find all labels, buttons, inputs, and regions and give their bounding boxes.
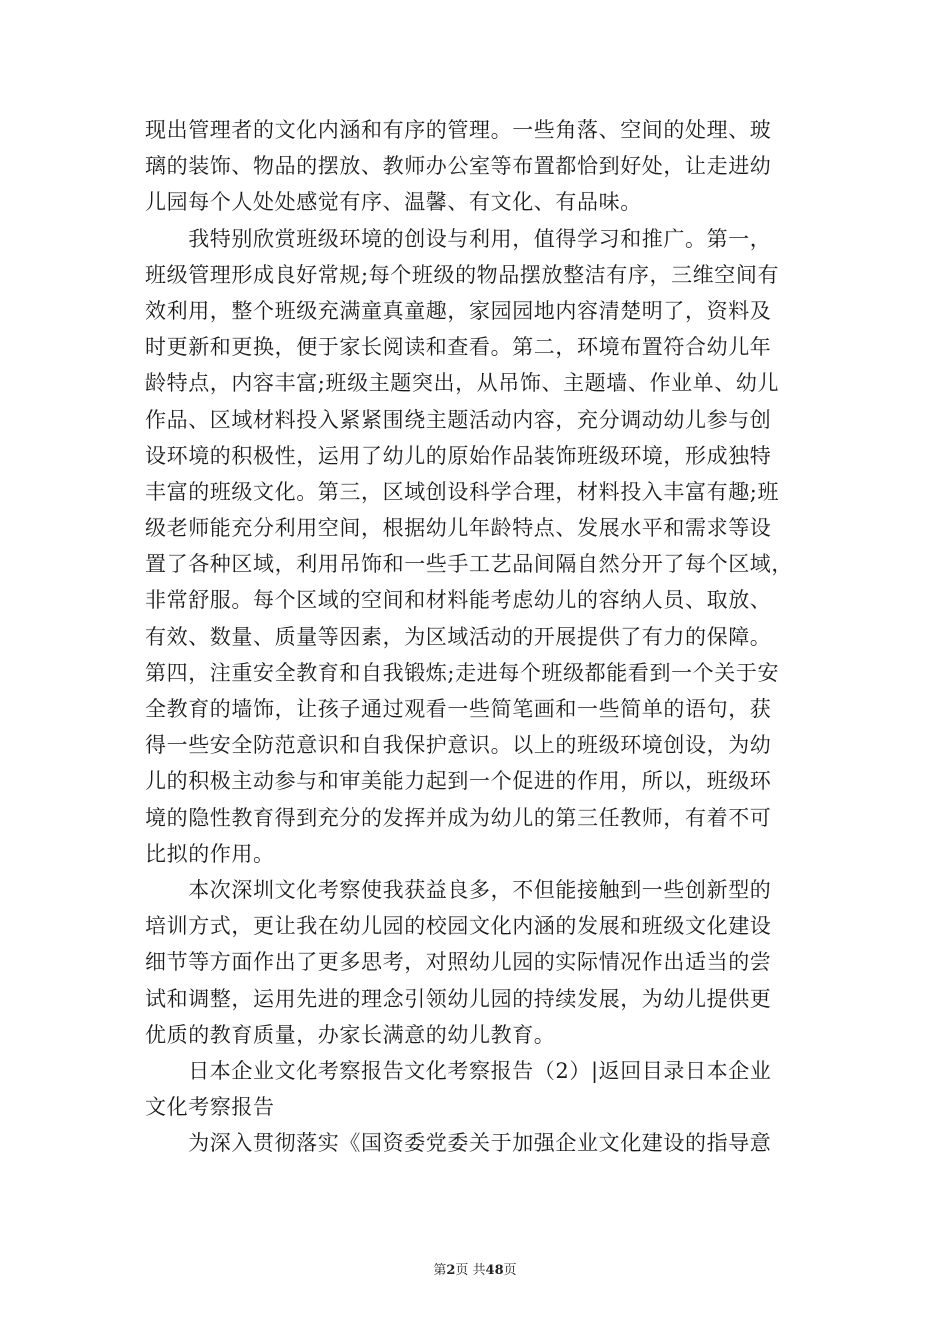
text-line: 试和调整，运用先进的理念引领幼儿园的持续发展，为幼儿提供更 <box>145 986 772 1011</box>
total-pages-number: 48 <box>485 1263 504 1278</box>
text-line: 日本企业文化考察报告文化考察报告（2）|返回目录日本企业 <box>145 1058 772 1083</box>
document-body <box>145 112 810 1161</box>
text-line: 有效、数量、质量等因素，为区域活动的开展提供了有力的保障。 <box>145 624 772 649</box>
text-line: 细节等方面作出了更多思考，对照幼儿园的实际情况作出适当的尝 <box>145 950 772 975</box>
text-line: 得一些安全防范意识和自我保护意识。以上的班级环境创设，为幼 <box>145 733 772 758</box>
text-line: 时更新和更换，便于家长阅读和查看。第二，环境布置符合幼儿年 <box>145 335 772 360</box>
text-line: 班级管理形成良好常规;每个班级的物品摆放整洁有序，三维空间有 <box>145 262 780 287</box>
text-line: 全教育的墙饰，让孩子通过观看一些简笔画和一些简单的语句，获 <box>145 697 772 721</box>
text-line: 璃的装饰、物品的摆放、教师办公室等布置都恰到好处，让走进幼 <box>145 154 772 179</box>
text-line: 为深入贯彻落实《国资委党委关于加强企业文化建设的指导意 <box>145 1131 772 1156</box>
page-number-suffix: 页 <box>503 1263 517 1278</box>
text-line: 境的隐性教育得到充分的发挥并成为幼儿的第三任教师，有着不可 <box>145 805 772 830</box>
text-line: 效利用，整个班级充满童真童趣，家园园地内容清楚明了，资料及 <box>145 298 772 323</box>
text-line: 儿园每个人处处感觉有序、温馨、有文化、有品味。 <box>145 190 642 215</box>
text-line: 儿的积极主动参与和审美能力起到一个促进的作用，所以，班级环 <box>145 769 772 794</box>
text-line: 非常舒服。每个区域的空间和材料能考虑幼儿的容纳人员、取放、 <box>145 588 772 613</box>
page-number-middle: 页 共 <box>455 1263 486 1278</box>
page-number-prefix: 第 <box>433 1263 447 1278</box>
current-page-number: 2 <box>446 1263 456 1278</box>
text-line: 级老师能充分利用空间，根据幼儿年龄特点、发展水平和需求等设 <box>145 516 772 541</box>
text-line: 第四，注重安全教育和自我锻炼;走进每个班级都能看到一个关于安 <box>145 660 780 685</box>
text-line: 本次深圳文化考察使我获益良多，不但能接触到一些创新型的 <box>145 877 772 902</box>
text-line: 现出管理者的文化内涵和有序的管理。一些角落、空间的处理、玻 <box>145 118 772 142</box>
text-line: 置了各种区域，利用吊饰和一些手工艺品间隔自然分开了每个区域， <box>145 552 793 577</box>
text-line: 设环境的积极性，运用了幼儿的原始作品装饰班级环境，形成独特 <box>145 443 772 468</box>
text-line: 丰富的班级文化。第三，区域创设科学合理，材料投入丰富有趣;班 <box>145 479 780 504</box>
text-line: 培训方式，更让我在幼儿园的校园文化内涵的发展和班级文化建设 <box>145 914 772 939</box>
text-line: 文化考察报告 <box>145 1095 275 1120</box>
text-line: 优质的教育质量，办家长满意的幼儿教育。 <box>145 1022 556 1047</box>
text-line: 比拟的作用。 <box>145 841 275 866</box>
text-line: 龄特点，内容丰富;班级主题突出，从吊饰、主题墙、作业单、幼儿 <box>145 371 780 396</box>
text-line: 我特别欣赏班级环境的创设与利用，值得学习和推广。第一， <box>145 226 772 251</box>
page-footer <box>0 1262 950 1280</box>
text-line: 作品、区域材料投入紧紧围绕主题活动内容，充分调动幼儿参与创 <box>145 407 772 432</box>
